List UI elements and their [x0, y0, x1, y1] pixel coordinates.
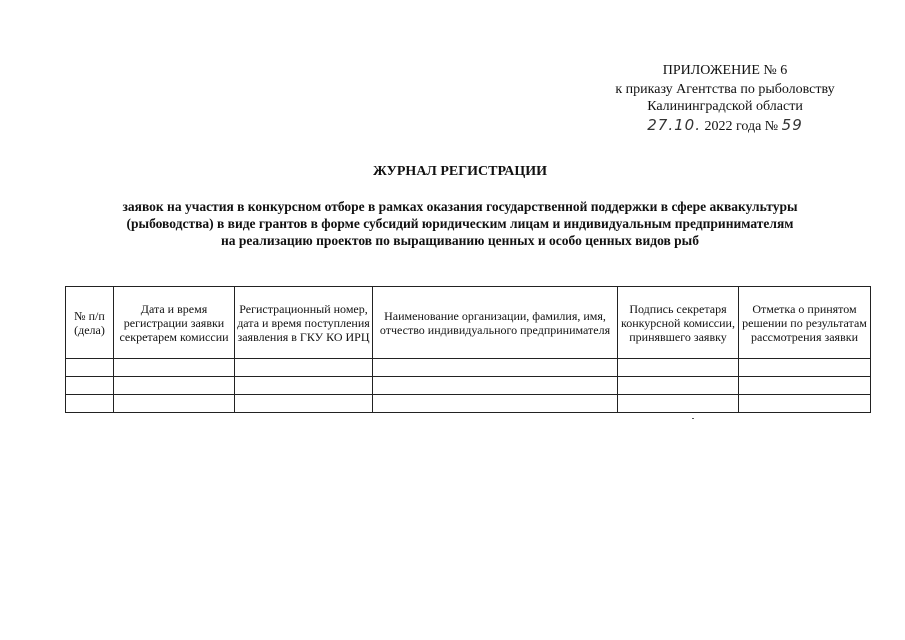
appendix-region-line: Калининградской области [647, 99, 803, 114]
scan-speck [692, 418, 694, 419]
header-registration-datetime: Дата и время регистрации заявки секретарем комиссии [114, 287, 235, 359]
subtitle-line-1: заявок на участия в конкурсном отборе в рамках оказания государственной поддержки в сфере аквакультуры [122, 199, 798, 214]
table-cell [66, 359, 114, 377]
table-row [66, 395, 871, 413]
table-cell [373, 359, 618, 377]
table-row [66, 377, 871, 395]
subtitle-line-2: (рыбоводства) в виде грантов в форме субсидий юридическим лицам и индивидуальным предпринимателям [126, 216, 794, 231]
table-cell [114, 359, 235, 377]
appendix-heading: ПРИЛОЖЕНИЕ № 6 [662, 63, 788, 78]
table-cell [114, 395, 235, 413]
handwritten-number: 59 [781, 116, 803, 134]
table-cell [618, 395, 739, 413]
header-registration-number: Регистрационный номер, дата и время поступления заявления в ГКУ КО ИРЦ [235, 287, 373, 359]
table-cell [235, 395, 373, 413]
header-decision-note: Отметка о принятом решении по результатам рассмотрения заявки [739, 287, 871, 359]
appendix-date-line [560, 118, 890, 134]
table-cell [235, 377, 373, 395]
table-row [66, 359, 871, 377]
journal-subtitle [60, 198, 860, 249]
header-organization-name: Наименование организации, фамилия, имя, отчество индивидуального предпринимателя [373, 287, 618, 359]
table-cell [739, 395, 871, 413]
header-number: № п/п (дела) [66, 287, 114, 359]
table-cell [618, 359, 739, 377]
table-cell [739, 359, 871, 377]
table-cell [66, 395, 114, 413]
appendix-year-text: 2022 года № [700, 119, 782, 134]
table-cell [235, 359, 373, 377]
table-cell [618, 377, 739, 395]
registration-table [65, 286, 871, 413]
table-header-row [66, 287, 871, 359]
table-cell [66, 377, 114, 395]
table-cell [114, 377, 235, 395]
table-cell [373, 377, 618, 395]
table-cell [373, 395, 618, 413]
table-cell [739, 377, 871, 395]
appendix-order-line: к приказу Агентства по рыболовству [615, 82, 835, 97]
header-secretary-signature: Подпись секретаря конкурсной комиссии, принявшего заявку [618, 287, 739, 359]
journal-title: ЖУРНАЛ РЕГИСТРАЦИИ [372, 164, 548, 179]
subtitle-line-3: на реализацию проектов по выращиванию ценных и особо ценных видов рыб [221, 233, 699, 248]
handwritten-date: 27.10. [647, 116, 701, 134]
